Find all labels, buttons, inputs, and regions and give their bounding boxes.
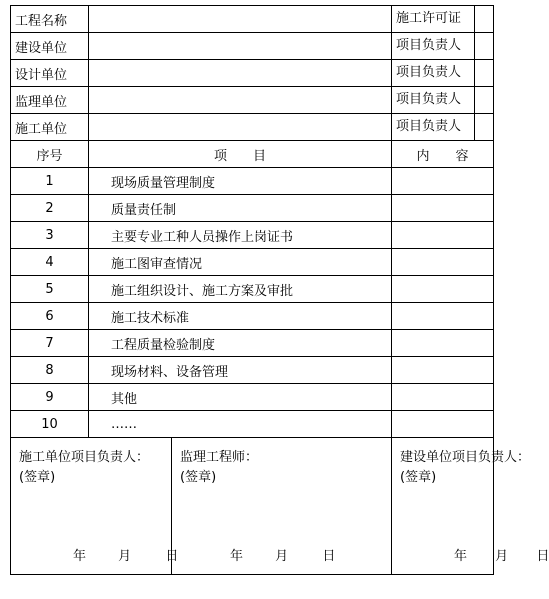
construction-pm-cell xyxy=(392,33,494,60)
construction-unit-value[interactable] xyxy=(89,33,392,60)
contractor-signature-title: 施工单位项目负责人： xyxy=(19,450,150,465)
project-name-label: 工程名称 xyxy=(11,6,89,33)
owner-signature-stamp: (签章) xyxy=(400,470,437,485)
owner-signature-date xyxy=(454,545,549,564)
supervision-pm-cell xyxy=(392,87,494,114)
row-content[interactable] xyxy=(392,168,494,195)
design-pm-label: 项目负责人 xyxy=(392,60,475,86)
row-number: 2 xyxy=(11,195,89,222)
date-day-label: 日 xyxy=(536,549,549,564)
row-item: 施工图审查情况 xyxy=(89,249,392,276)
row-item: …… xyxy=(89,411,392,438)
row-content[interactable] xyxy=(392,276,494,303)
permit-value[interactable] xyxy=(475,6,493,32)
table-row xyxy=(11,249,494,276)
row-content[interactable] xyxy=(392,411,494,438)
row-item: 主要专业工种人员操作上岗证书 xyxy=(89,222,392,249)
date-year-label: 年 xyxy=(73,549,87,564)
row-content[interactable] xyxy=(392,249,494,276)
row-content[interactable] xyxy=(392,330,494,357)
row-contractor-unit xyxy=(11,114,494,141)
supervision-unit-value[interactable] xyxy=(89,87,392,114)
supervision-pm-value[interactable] xyxy=(475,87,493,113)
row-number: 6 xyxy=(11,303,89,330)
owner-signature-title: 建设单位项目负责人： xyxy=(400,450,531,465)
construction-pm-label: 项目负责人 xyxy=(392,33,475,59)
contractor-pm-value[interactable] xyxy=(475,114,493,140)
contractor-signature-stamp: (签章) xyxy=(19,470,56,485)
row-number: 7 xyxy=(11,330,89,357)
contractor-unit-label: 施工单位 xyxy=(11,114,89,141)
table-row xyxy=(11,411,494,438)
date-day-label: 日 xyxy=(322,549,336,564)
date-month-label: 月 xyxy=(275,549,289,564)
item-column-header: 项 目 xyxy=(89,141,392,168)
row-project-name xyxy=(11,6,494,33)
table-row xyxy=(11,330,494,357)
row-item: 现场材料、设备管理 xyxy=(89,357,392,384)
construction-pm-value[interactable] xyxy=(475,33,493,59)
construction-unit-label: 建设单位 xyxy=(11,33,89,60)
quality-management-checklist-table xyxy=(10,5,549,575)
permit-label: 施工许可证 xyxy=(392,6,475,32)
contractor-pm-label: 项目负责人 xyxy=(392,114,475,140)
row-design-unit xyxy=(11,60,494,87)
row-number: 8 xyxy=(11,357,89,384)
signature-row xyxy=(11,438,494,575)
row-content[interactable] xyxy=(392,357,494,384)
row-item: 质量责任制 xyxy=(89,195,392,222)
design-pm-value[interactable] xyxy=(475,60,493,86)
row-content[interactable] xyxy=(392,384,494,411)
table-row xyxy=(11,276,494,303)
permit-label-cell xyxy=(392,6,494,33)
row-number: 4 xyxy=(11,249,89,276)
table-row xyxy=(11,357,494,384)
row-number: 10 xyxy=(11,411,89,438)
contractor-signature-block[interactable] xyxy=(11,438,179,575)
table-row xyxy=(11,195,494,222)
table-row xyxy=(11,222,494,249)
date-day-label: 日 xyxy=(165,549,179,564)
supervisor-signature-title: 监理工程师： xyxy=(180,450,259,465)
column-header-row xyxy=(11,141,494,168)
row-construction-unit xyxy=(11,33,494,60)
row-item: 工程质量检验制度 xyxy=(89,330,392,357)
date-month-label: 月 xyxy=(495,549,509,564)
supervision-pm-label: 项目负责人 xyxy=(392,87,475,113)
row-item: 其他 xyxy=(89,384,392,411)
row-number: 1 xyxy=(11,168,89,195)
date-year-label: 年 xyxy=(454,549,468,564)
supervisor-signature-date xyxy=(230,545,335,564)
date-year-label: 年 xyxy=(230,549,244,564)
seq-column-header: 序号 xyxy=(11,141,89,168)
row-number: 5 xyxy=(11,276,89,303)
content-column-header: 内 容 xyxy=(392,141,494,168)
row-content[interactable] xyxy=(392,222,494,249)
supervisor-signature-stamp: (签章) xyxy=(180,470,217,485)
row-supervision-unit xyxy=(11,87,494,114)
row-item: 现场质量管理制度 xyxy=(89,168,392,195)
supervisor-signature-block[interactable] xyxy=(172,438,392,575)
contractor-signature-date xyxy=(73,545,178,564)
owner-signature-block[interactable] xyxy=(392,438,549,575)
contractor-unit-value[interactable] xyxy=(89,114,392,141)
row-item: 施工组织设计、施工方案及审批 xyxy=(89,276,392,303)
project-name-value[interactable] xyxy=(89,6,392,33)
design-pm-cell xyxy=(392,60,494,87)
row-content[interactable] xyxy=(392,303,494,330)
row-content[interactable] xyxy=(392,195,494,222)
row-item: 施工技术标准 xyxy=(89,303,392,330)
table-row xyxy=(11,303,494,330)
table-row xyxy=(11,384,494,411)
contractor-pm-cell xyxy=(392,114,494,141)
supervision-unit-label: 监理单位 xyxy=(11,87,89,114)
design-unit-value[interactable] xyxy=(89,60,392,87)
design-unit-label: 设计单位 xyxy=(11,60,89,87)
row-number: 9 xyxy=(11,384,89,411)
row-number: 3 xyxy=(11,222,89,249)
date-month-label: 月 xyxy=(118,549,132,564)
table-row xyxy=(11,168,494,195)
